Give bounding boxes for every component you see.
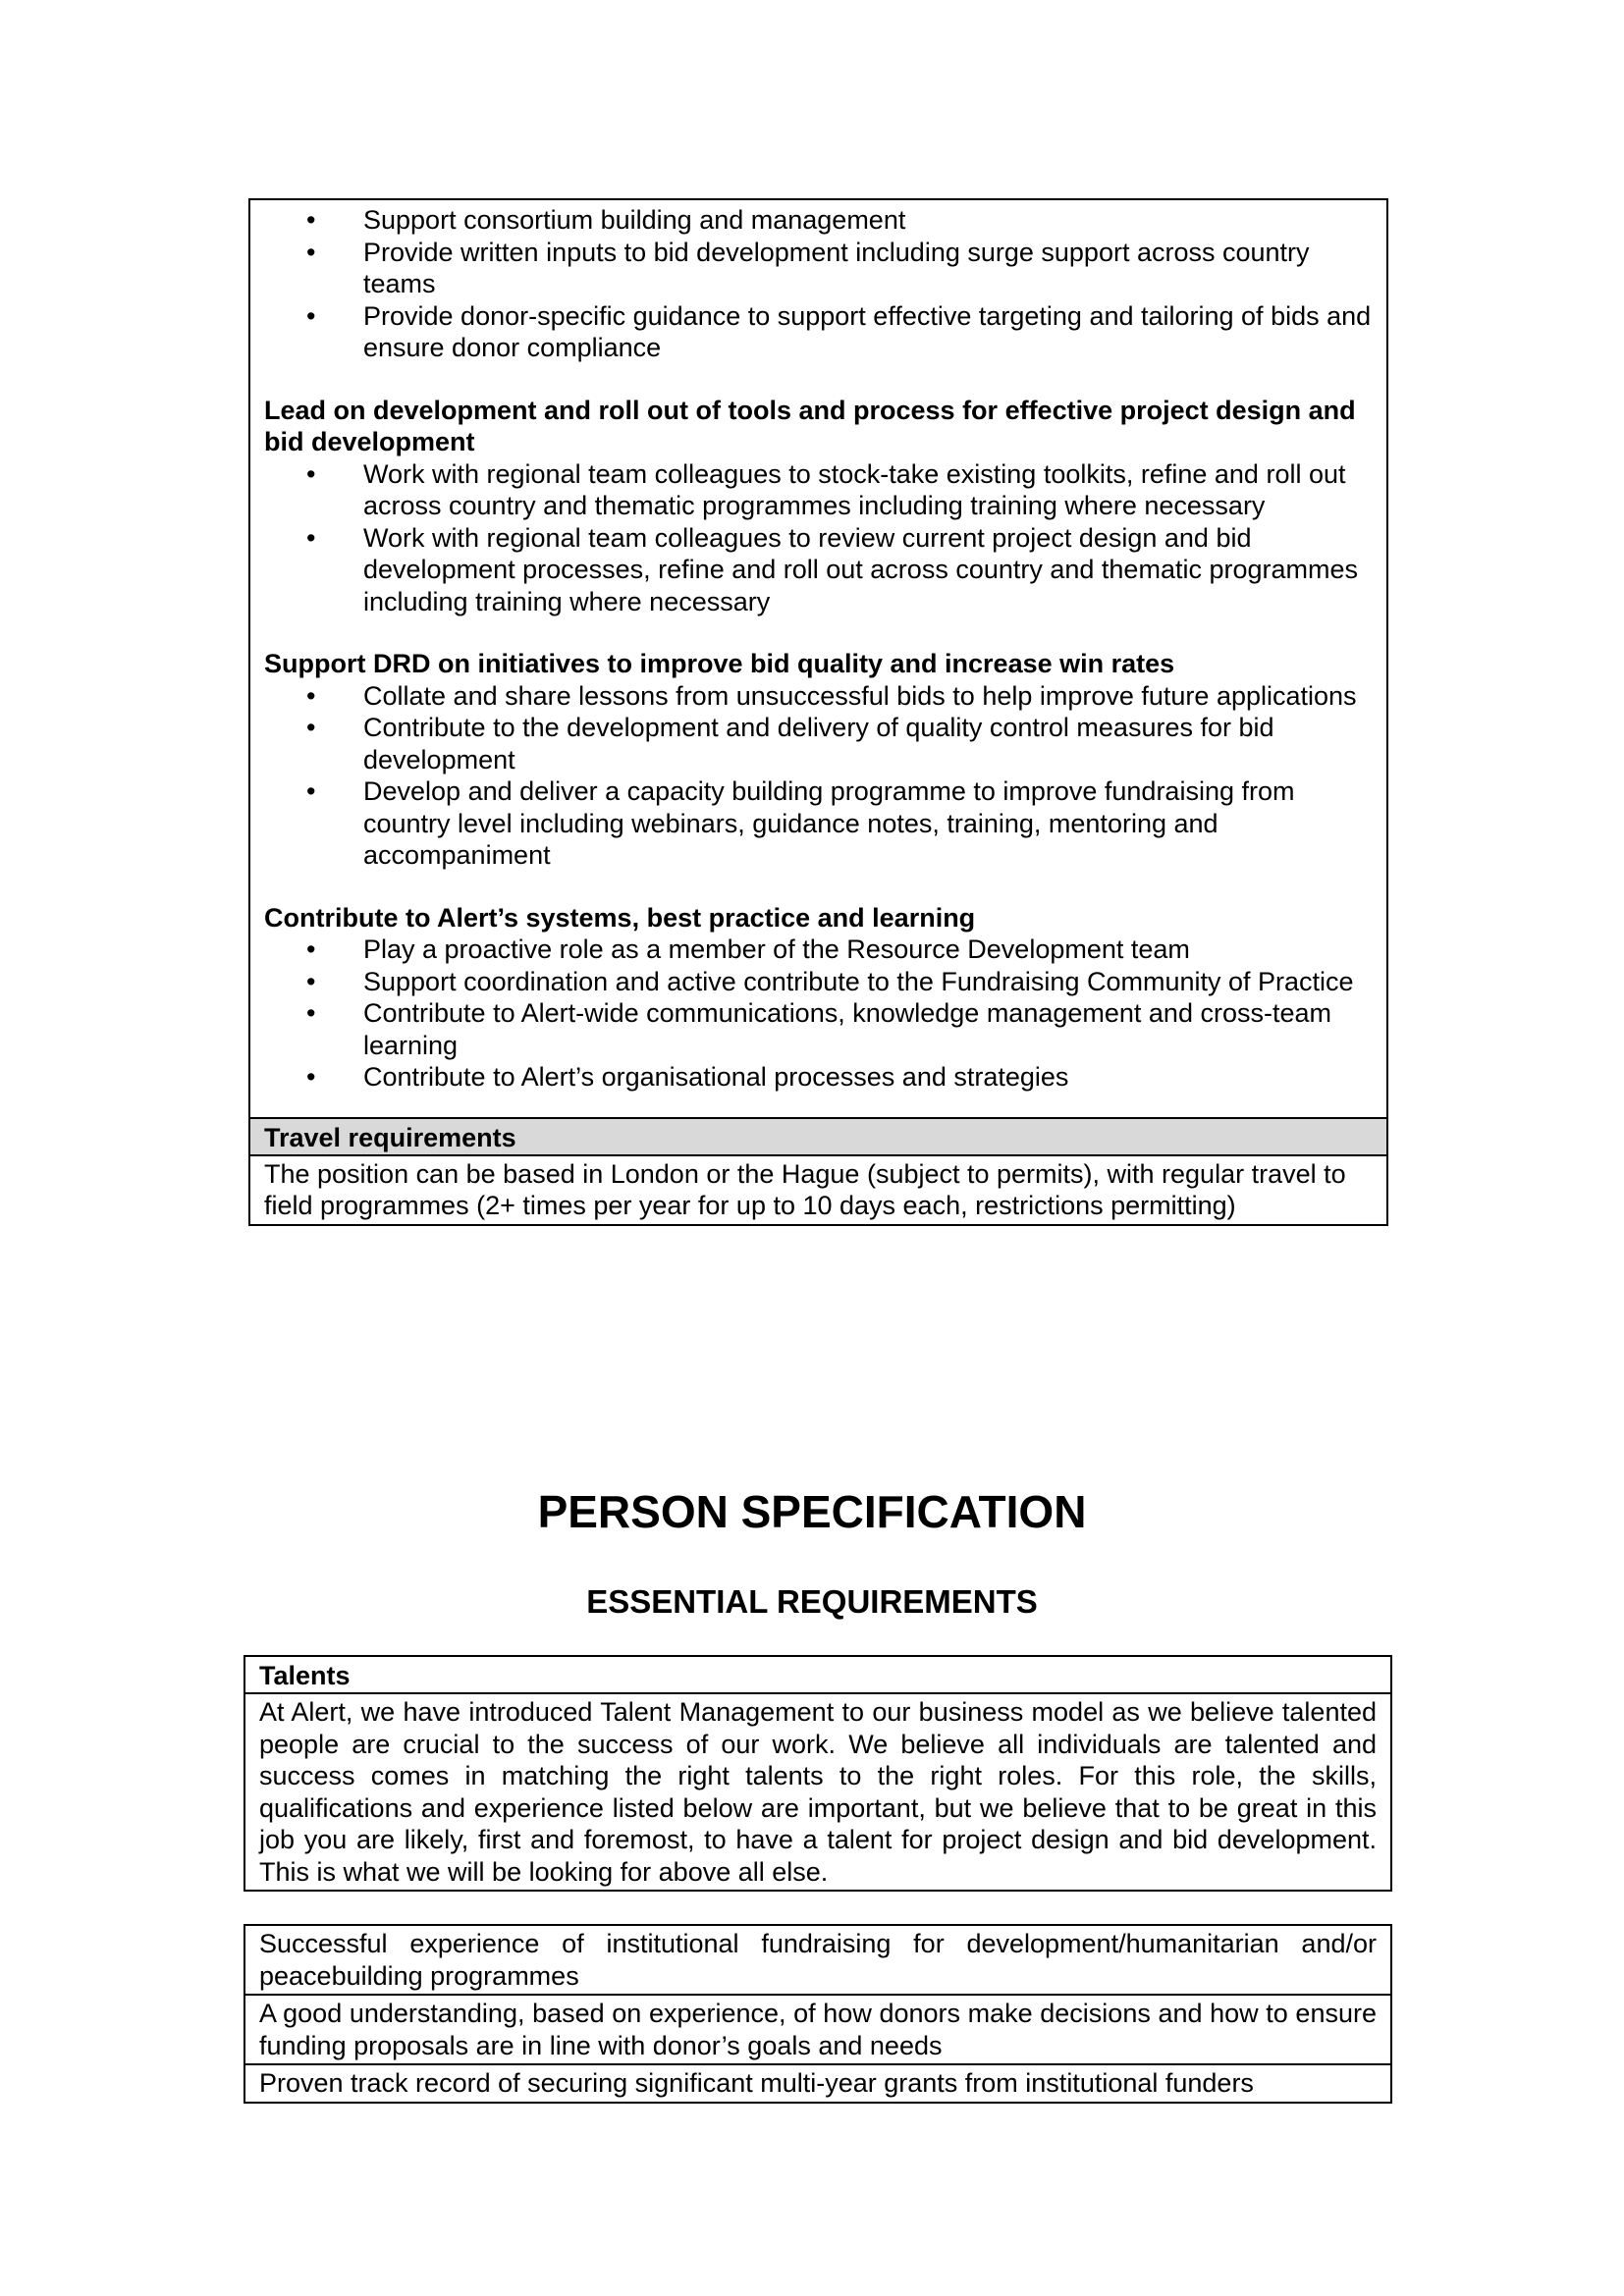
list-item: • Contribute to Alert’s organisational processes and strategies [306,1062,1069,1092]
list-item: • Provide donor-specific guidance to support effective targeting and tailoring of bids and ensure donor compliance [306,300,1372,362]
section-heading: Lead on development and roll out of tools and process for effective project design and bid development [264,395,1356,456]
list-item: • Develop and deliver a capacity building programme to improve fundraising from country level including webinars, guidance notes, training, mentoring and accompaniment [306,776,1295,870]
list-item: • Work with regional team colleagues to review current project design and bid development processes, refine and roll out across country and thematic programmes including training where necessary [306,522,1359,616]
bullet-icon: • [306,237,316,267]
table-row: Successful experience of institutional fundraising for development/humanitarian and/or peacebuilding programmes [245,1926,1390,1996]
list-item: • Contribute to Alert-wide communications, knowledge management and cross-team learning [306,998,1331,1060]
bullet-icon: • [306,522,316,553]
bullet-icon: • [306,934,316,964]
talents-table [244,1655,1392,1892]
bullet-icon: • [306,776,316,806]
list-item: • Support coordination and active contribute to the Fundraising Community of Practice [306,966,1354,996]
responsibilities-body [250,200,1386,1117]
list-item: • Play a proactive role as a member of the Resource Development team [306,934,1190,964]
bullet-icon: • [306,205,316,235]
talents-heading: Talents [245,1657,1390,1694]
bullet-icon: • [306,300,316,331]
section-bullet-list [264,934,1373,1094]
list-item: • Work with regional team colleagues to stock-take existing toolkits, refine and roll out across country and thematic programmes including training where necessary [306,458,1346,520]
list-item: • Contribute to the development and delivery of quality control measures for bid development [306,713,1274,774]
bullet-icon: • [306,1062,316,1092]
table-row: A good understanding, based on experience, of how donors make decisions and how to ensure funding proposals are in line with donor’s goals and needs [245,1996,1390,2065]
list-item: • Collate and share lessons from unsuccessful bids to help improve future applications [306,680,1357,711]
bullet-icon: • [306,966,316,996]
bullet-icon: • [306,458,316,489]
bullet-icon: • [306,713,316,742]
travel-requirements-text: The position can be based in London or the Hague (subject to permits), with regular travel to field programmes (2+ times per year for up to 10 days each, restrictions permitting) [264,1158,1346,1220]
responsibilities-table [248,198,1388,1226]
bullet-icon: • [306,680,316,711]
travel-requirements-heading: Travel requirements [250,1117,1386,1156]
section-bullet-list [264,458,1373,618]
talents-text: At Alert, we have introduced Talent Management to our business model as we believe talented people are crucial to the success of our work. We believe all individuals are talented and success comes in matching the right talents to the right roles. For this role, the skills, qualifications and experience listed below are important, but we believe that to be great in this job you are likely, first and foremost, to have a talent for project design and bid development. This is what we will be looking for above all else. [259,1697,1377,1887]
list-item: • Support consortium building and management [306,205,906,235]
section-heading: Contribute to Alert’s systems, best practice and learning [264,902,976,933]
page-title: PERSON SPECIFICATION [537,1486,1087,1537]
bullet-icon: • [306,998,316,1028]
list-item: • Provide written inputs to bid development including surge support across country teams [306,237,1310,298]
table-row: Proven track record of securing significant multi-year grants from institutional funders [259,2068,1254,2098]
section-bullet-list [264,680,1373,872]
intro-bullet-list [264,204,1373,364]
page-subtitle: ESSENTIAL REQUIREMENTS [586,1583,1038,1620]
section-heading: Support DRD on initiatives to improve bid quality and increase win rates [264,649,1175,678]
requirements-table [244,1924,1392,2104]
